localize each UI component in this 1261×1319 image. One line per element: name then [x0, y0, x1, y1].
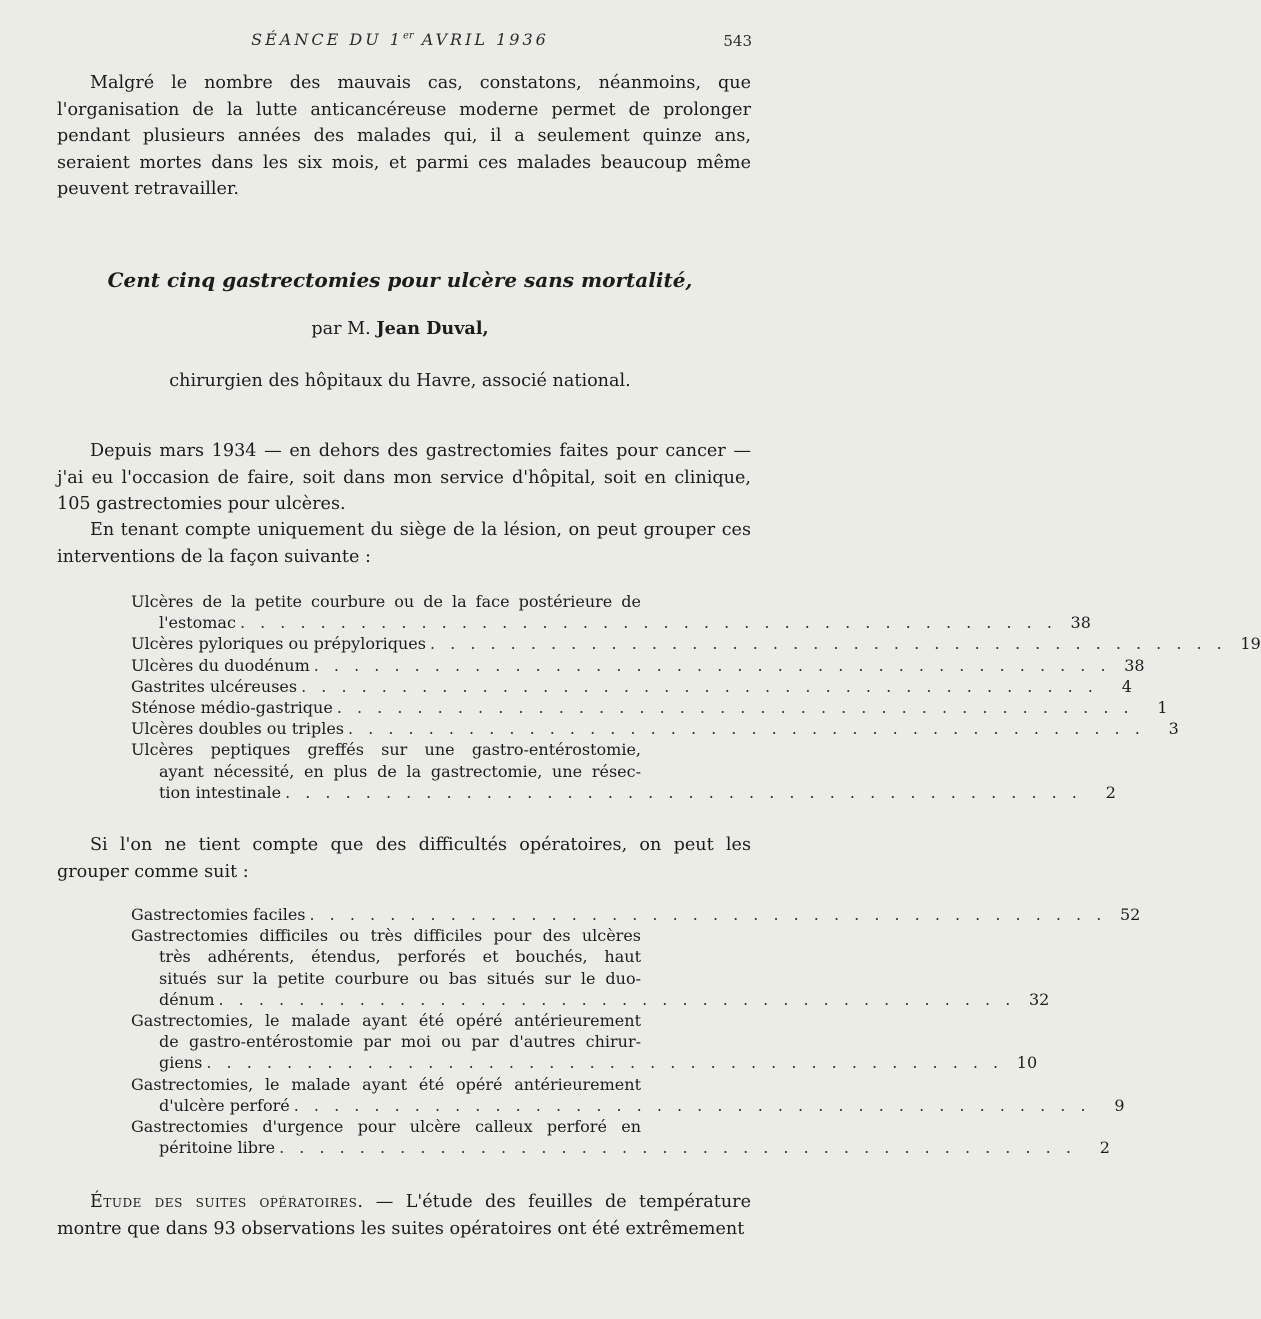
list-item-value: 4 [1121, 676, 1132, 696]
leader-dots: . . . . . . . . . . . . . . . . . . . . . . . . . . . . . . . . . . . . . . . . [206, 1053, 1004, 1073]
list-item-label: Gastrectomies faciles [131, 905, 306, 924]
author-affiliation: chirurgien des hôpitaux du Havre, associé national. [169, 371, 631, 391]
list-item-label: péritoine libre [159, 1138, 276, 1158]
leader-dots: . . . . . . . . . . . . . . . . . . . . . . . . . . . . . . . . . . . . . . . . . [239, 613, 1057, 633]
list-item-value: 1 [1157, 698, 1168, 718]
list-item [131, 1095, 1125, 1116]
lesion-site-list [131, 591, 1261, 803]
list-item-value: 52 [1119, 905, 1141, 924]
page-header [0, 30, 800, 56]
list-item-text: Gastrectomies, le malade ayant été opéré antérieurement [131, 1011, 641, 1031]
running-head-post: AVRIL 1936 [413, 30, 549, 49]
list-item-label: Ulcères du duodénum [131, 655, 310, 675]
leader-dots: . . . . . . . . . . . . . . . . . . . . . . . . . . . . . . . . . . . . . . . . [336, 698, 1134, 718]
list-item-text: très adhérents, étendus, perforés et bouchés, haut [159, 947, 641, 967]
list-item-text: Gastrectomies difficiles ou très difficiles pour des ulcères [131, 926, 641, 946]
list-item-text: Gastrectomies, le malade ayant été opéré antérieurement [131, 1074, 641, 1094]
list-item-text: de gastro-entérostomie par moi ou par d'autres chirur- [159, 1032, 641, 1052]
list-item [131, 655, 1145, 676]
leader-dots: . . . . . . . . . . . . . . . . . . . . . . . . . . . . . . . . . . . . . . . . [301, 676, 1098, 696]
list-item [131, 612, 1091, 633]
list-item-label: Gastrites ulcéreuses [131, 676, 298, 696]
section-paragraph [57, 1189, 751, 1242]
list-item-label: d'ulcère perforé [159, 1095, 290, 1115]
leader-dots: . . . . . . . . . . . . . . . . . . . . . . . . . . . . . . . . . . . . . . . . [309, 905, 1107, 924]
list-item [131, 904, 1141, 925]
difficulty-list [131, 904, 1141, 1158]
leader-dots: . . . . . . . . . . . . . . . . . . . . . . . . . . . . . . . . . . . . . . . . [293, 1095, 1091, 1115]
leader-dots: . . . . . . . . . . . . . . . . . . . . . . . . . . . . . . . . . . . . . . . . [285, 782, 1082, 802]
leader-dots: . . . . . . . . . . . . . . . . . . . . . . . . . . . . . . . . . . . . . . . . [218, 989, 1016, 1009]
section-heading: Étude des suites opératoires. [90, 1192, 364, 1212]
list-item-value: 10 [1016, 1053, 1038, 1073]
list-item-label: l'estomac [159, 613, 236, 633]
list-item-value: 32 [1028, 989, 1050, 1009]
list-item-text: Ulcères peptiques greffés sur une gastro-entérostomie, [131, 740, 641, 760]
list-item [131, 1137, 1110, 1158]
list-item-value: 2 [1105, 782, 1116, 802]
list-item-text: situés sur la petite courbure ou bas situés sur le duo- [159, 968, 641, 988]
list-item-label: Ulcères pyloriques ou prépyloriques [131, 634, 426, 654]
section-text: — L'étude des feuilles de température montre que dans 93 observations les suites opératoires ont été extrêmement [57, 1192, 751, 1239]
byline-prefix: par M. [311, 319, 377, 339]
byline [0, 318, 800, 339]
list-item [131, 1052, 1038, 1073]
leader-dots: . . . . . . . . . . . . . . . . . . . . . . . . . . . . . . . . . . . . . . . . [279, 1138, 1076, 1158]
page-number: 543 [723, 32, 752, 50]
leader-dots: . . . . . . . . . . . . . . . . . . . . . . . . . . . . . . . . . . . . . . . . [429, 634, 1227, 654]
paragraph-grouping-difficulty: Si l'on ne tient compte que des difficultés opératoires, on peut les grouper comme suit : [57, 835, 751, 882]
list-item [131, 697, 1168, 718]
leader-dots: . . . . . . . . . . . . . . . . . . . . . . . . . . . . . . . . . . . . . . . . [313, 655, 1111, 675]
list-item [131, 782, 1116, 803]
list-item [131, 676, 1132, 697]
leader-dots: . . . . . . . . . . . . . . . . . . . . . . . . . . . . . . . . . . . . . . . . [348, 719, 1145, 739]
intro-paragraph: Malgré le nombre des mauvais cas, constatons, néanmoins, que l'organisation de la lutte anticancéreuse moderne permet de prolonger pendant plusieurs années des malades qui, il a seulement quinze ans, seraient mortes dans les six mois, et parmi ces malades beaucoup même peuvent retravailler. [57, 73, 751, 199]
list-item-label: tion intestinale [159, 782, 282, 802]
author-name: Jean Duval, [376, 318, 489, 339]
list-item-text: Ulcères de la petite courbure ou de la face postérieure de [131, 592, 641, 611]
list-item-text: Gastrectomies d'urgence pour ulcère calleux perforé en [131, 1117, 641, 1137]
running-head-pre: SÉANCE DU 1 [251, 30, 403, 49]
list-item [131, 989, 1050, 1010]
list-item-value: 9 [1114, 1095, 1125, 1115]
list-item-label: Ulcères doubles ou triples [131, 719, 345, 739]
running-head-sup: er [402, 30, 414, 42]
list-item-label: dénum [159, 989, 215, 1009]
list-item [131, 718, 1179, 739]
running-head [0, 30, 800, 49]
list-item-value: 19 [1240, 634, 1261, 654]
paragraph-intro-count: Depuis mars 1934 — en dehors des gastrectomies faites pour cancer — j'ai eu l'occasion de faire, soit dans mon service d'hôpital, soit en clinique, 105 gastrectomies pour ulcères. [57, 441, 751, 514]
list-item [131, 633, 1261, 654]
paragraph-grouping-lesion: En tenant compte uniquement du siège de la lésion, on peut grouper ces interventions de la façon suivante : [57, 520, 751, 567]
list-item-value: 2 [1099, 1138, 1110, 1158]
list-item-label: giens [159, 1053, 203, 1073]
list-item-value: 3 [1168, 719, 1179, 739]
article-title: Cent cinq gastrectomies pour ulcère sans mortalité, [107, 268, 693, 292]
list-item-value: 38 [1070, 613, 1091, 633]
list-item-label: Sténose médio-gastrique [131, 698, 333, 718]
list-item-text: ayant nécessité, en plus de la gastrectomie, une résec- [159, 761, 641, 781]
list-item-value: 38 [1124, 655, 1145, 675]
